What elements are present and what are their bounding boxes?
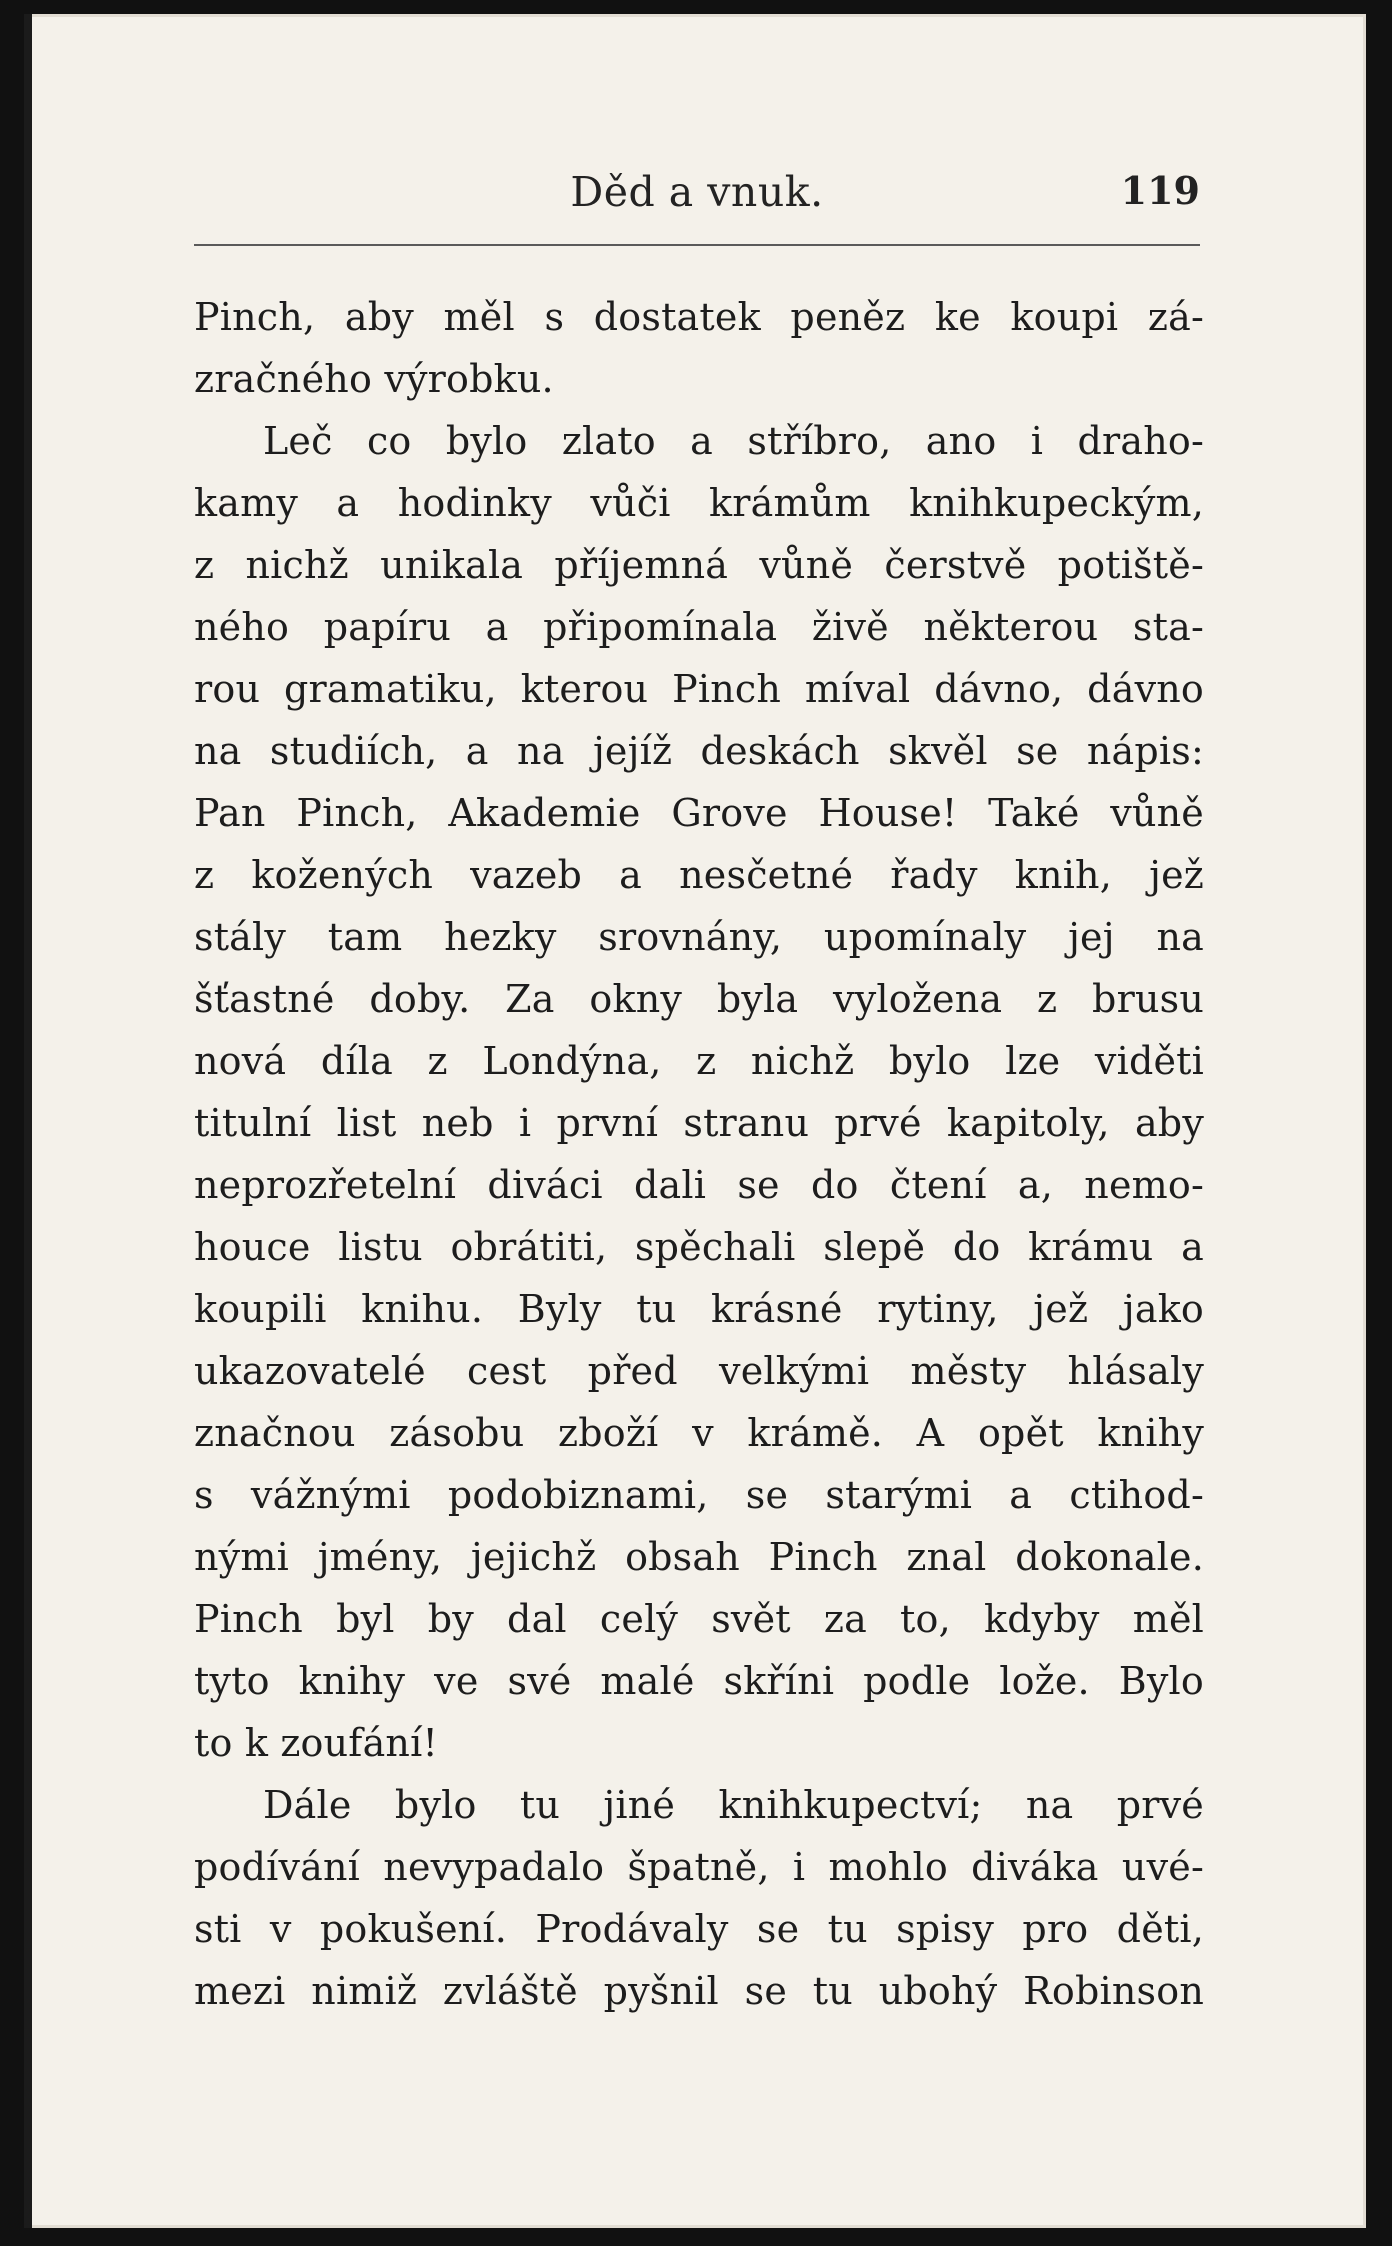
text-line: nová díla z Londýna, z nichž bylo lze viděti	[194, 1039, 1204, 1083]
body-text	[194, 286, 1204, 2022]
paragraph-start-line: Dále bylo tu jiné knihkupectví; na prvé	[263, 1783, 1204, 1827]
text-line: rou gramatiku, kterou Pinch míval dávno, dávno	[194, 667, 1204, 711]
page-header	[194, 168, 1200, 246]
running-title: Děd a vnuk.	[570, 168, 824, 216]
text-line: ného papíru a připomínala živě některou sta-	[194, 605, 1204, 649]
paragraph-start-line: Leč co bylo zlato a stříbro, ano i drahо-	[263, 419, 1204, 463]
text-line: koupili knihu. Byly tu krásné rytiny, jež jako	[194, 1287, 1204, 1331]
text-line: kamy a hodinky vůči krámům knihkupeckým,	[194, 481, 1204, 525]
text-line: s vážnými podobiznami, se starými a ctihod-	[194, 1473, 1204, 1517]
text-line: značnou zásobu zboží v krámě. A opět knihy	[194, 1411, 1204, 1455]
text-line: mezi nimiž zvláště pyšnil se tu ubohý Robinson	[194, 1969, 1204, 2013]
text-line: Pinch byl by dal celý svět za to, kdyby měl	[194, 1597, 1204, 1641]
book-page	[24, 14, 1366, 2228]
text-line: podívání nevypadalo špatně, i mohlo diváka uvé-	[194, 1845, 1204, 1889]
text-line: tyto knihy ve své malé skříni podle lože. Bylo	[194, 1659, 1204, 1703]
page-number: 119	[1120, 168, 1200, 213]
text-line: titulní list neb i první stranu prvé kapitoly, aby	[194, 1101, 1204, 1145]
text-line: z kožených vazeb a nesčetné řady knih, jež	[194, 853, 1204, 897]
text-line: Pan Pinch, Akademie Grove House! Také vůně	[194, 791, 1204, 835]
text-line: Pinch, aby měl s dostatek peněz ke koupi zá-	[194, 295, 1204, 339]
text-line: na studiích, a na jejíž deskách skvěl se nápis:	[194, 729, 1204, 773]
text-line: ukazovatelé cest před velkými městy hlásaly	[194, 1349, 1204, 1393]
text-line: to k zoufání!	[194, 1721, 438, 1765]
text-line: zračného výrobku.	[194, 357, 554, 401]
text-line: šťastné doby. Za okny byla vyložena z brusu	[194, 977, 1204, 1021]
text-line: sti v pokušení. Prodávaly se tu spisy pro děti,	[194, 1907, 1204, 1951]
text-line: neprozřetelní diváci dali se do čtení a, nemo-	[194, 1163, 1204, 1207]
text-line: nými jmény, jejichž obsah Pinch znal dokonale.	[194, 1535, 1204, 1579]
text-line: stály tam hezky srovnány, upomínaly jej na	[194, 915, 1204, 959]
text-line: z nichž unikala příjemná vůně čerstvě potiště-	[194, 543, 1204, 587]
text-line: houce listu obrátiti, spěchali slepě do krámu a	[194, 1225, 1204, 1269]
